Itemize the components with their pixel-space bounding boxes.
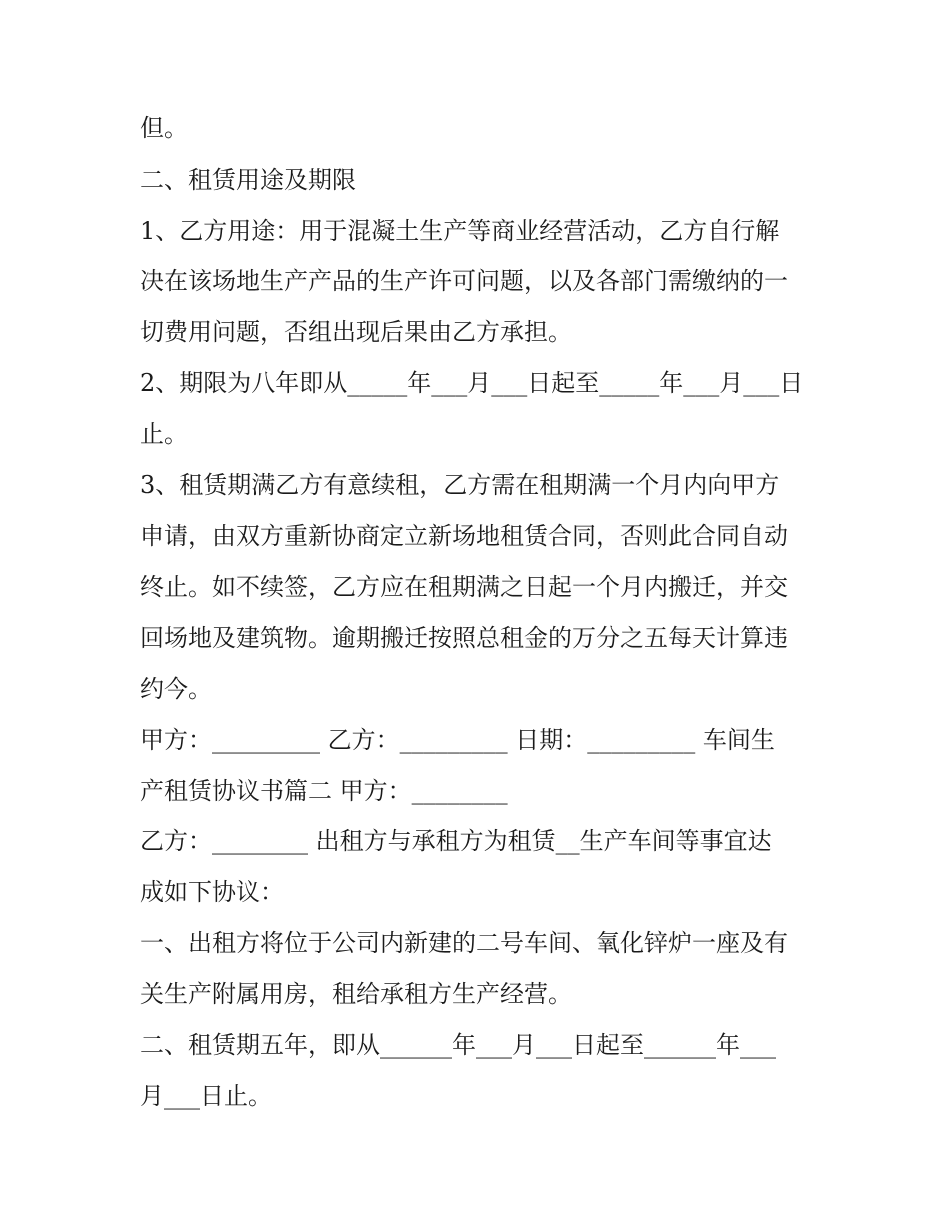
text-line: 终止。如不续签，乙方应在租期满之日起一个月内搬迁，并交 xyxy=(140,573,788,601)
text-line: 1、乙方用途：用于混凝土生产等商业经营活动，乙方自行解 xyxy=(140,217,780,245)
text-line: 产租赁协议书篇二 甲方：________ xyxy=(140,777,508,805)
text-line: 2、期限为八年即从_____年___月___日起至_____年___月___日 xyxy=(140,369,804,397)
text-line: 3、租赁期满乙方有意续租，乙方需在租期满一个月内向甲方 xyxy=(140,471,780,499)
text-line: 乙方：________ 出租方与承租方为租赁__生产车间等事宜达 xyxy=(140,827,772,855)
text-line: 二、租赁期五年，即从______年___月___日起至______年___ xyxy=(140,1031,776,1059)
text-line: 关生产附属用房，租给承租方生产经营。 xyxy=(140,980,572,1008)
signature-line: 甲方：_________ 乙方：_________ 日期：_________ 车间生 xyxy=(140,726,775,754)
text-line: 决在该场地生产产品的生产许可问题，以及各部门需缴纳的一 xyxy=(140,267,788,295)
text-line: 月___日止。 xyxy=(140,1082,272,1110)
text-line: 切费用问题，否组出现后果由乙方承担。 xyxy=(140,318,572,346)
text-line: 回场地及建筑物。逾期搬迁按照总租金的万分之五每天计算违 xyxy=(140,624,788,652)
section-heading: 二、租赁用途及期限 xyxy=(140,166,356,194)
text-line: 但。 xyxy=(140,114,188,142)
text-line: 一、出租方将位于公司内新建的二号车间、氧化锌炉一座及有 xyxy=(140,929,788,957)
text-line: 止。 xyxy=(140,420,188,448)
text-line: 成如下协议： xyxy=(140,878,284,906)
text-line: 申请，由双方重新协商定立新场地租赁合同，否则此合同自动 xyxy=(140,522,788,550)
text-line: 约今。 xyxy=(140,675,212,703)
